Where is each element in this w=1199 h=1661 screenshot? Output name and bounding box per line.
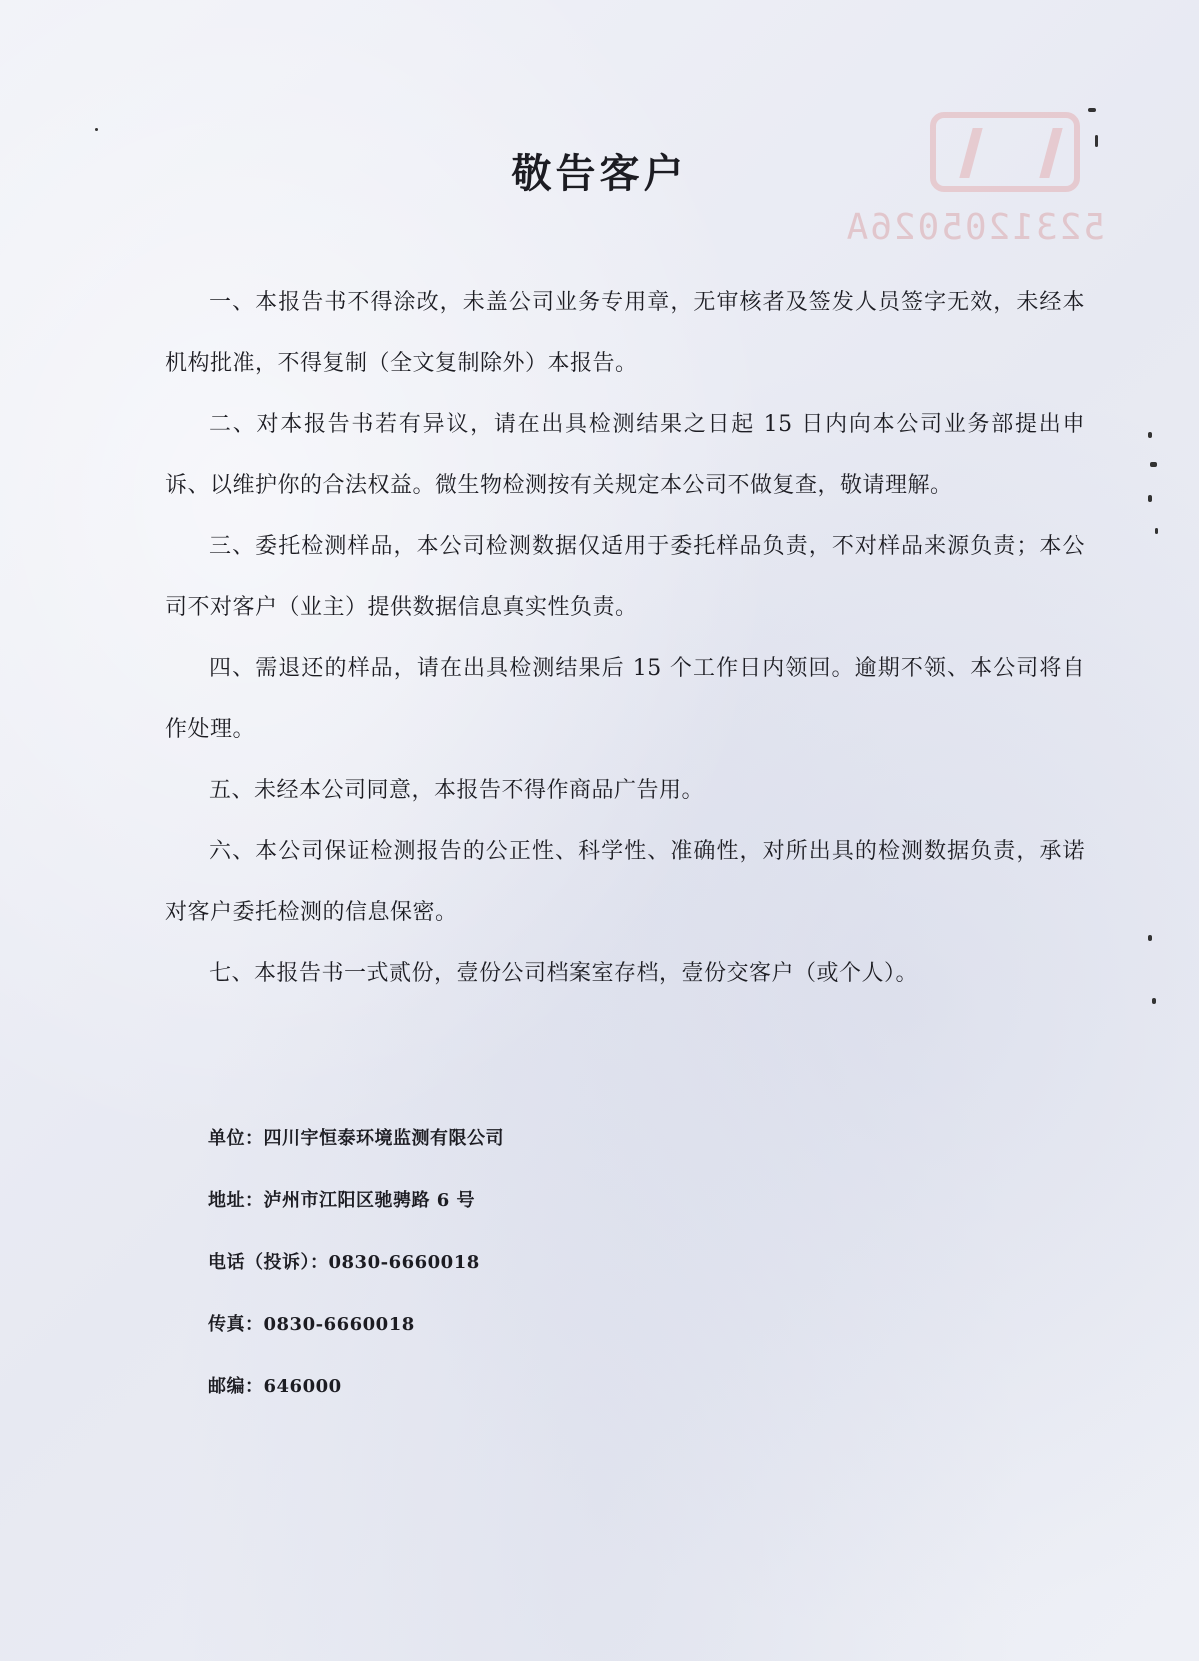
notice-item-4: 四、需退还的样品，请在出具检测结果后 15 个工作日内领回。逾期不领、本公司将自作处理。 [165,656,1085,742]
contact-unit: 单位：四川宇恒泰环境监测有限公司 [208,1128,504,1149]
notice-item-5: 五、未经本公司同意，本报告不得作商品广告用。 [209,778,705,803]
notice-item-7: 七、本报告书一式贰份，壹份公司档案室存档，壹份交客户（或个人）。 [209,961,919,986]
stamp-code: 5231205026A [844,207,1105,248]
contact-address: 地址：泸州市江阳区驰骋路 6 号 [208,1190,476,1211]
page-title: 敬告客户 [511,150,688,197]
contact-postcode: 邮编：646000 [208,1376,342,1397]
contact-fax: 传真：0830-6660018 [208,1314,415,1335]
notice-item-1: 一、本报告书不得涂改，未盖公司业务专用章，无审核者及签发人员签字无效，未经本机构批准，不得复制（全文复制除外）本报告。 [165,290,1085,376]
contact-info [208,1128,504,1438]
notice-list [165,272,1085,1004]
contact-phone: 电话（投诉）：0830-6660018 [208,1252,480,1273]
notice-item-3: 三、委托检测样品，本公司检测数据仅适用于委托样品负责，不对样品来源负责；本公司不对客户（业主）提供数据信息真实性负责。 [165,534,1085,620]
notice-item-6: 六、本公司保证检测报告的公正性、科学性、准确性，对所出具的检测数据负责，承诺对客户委托检测的信息保密。 [165,839,1085,925]
notice-item-2: 二、对本报告书若有异议，请在出具检测结果之日起 15 日内向本公司业务部提出申诉、以维护你的合法权益。微生物检测按有关规定本公司不做复查，敬请理解。 [165,412,1085,498]
